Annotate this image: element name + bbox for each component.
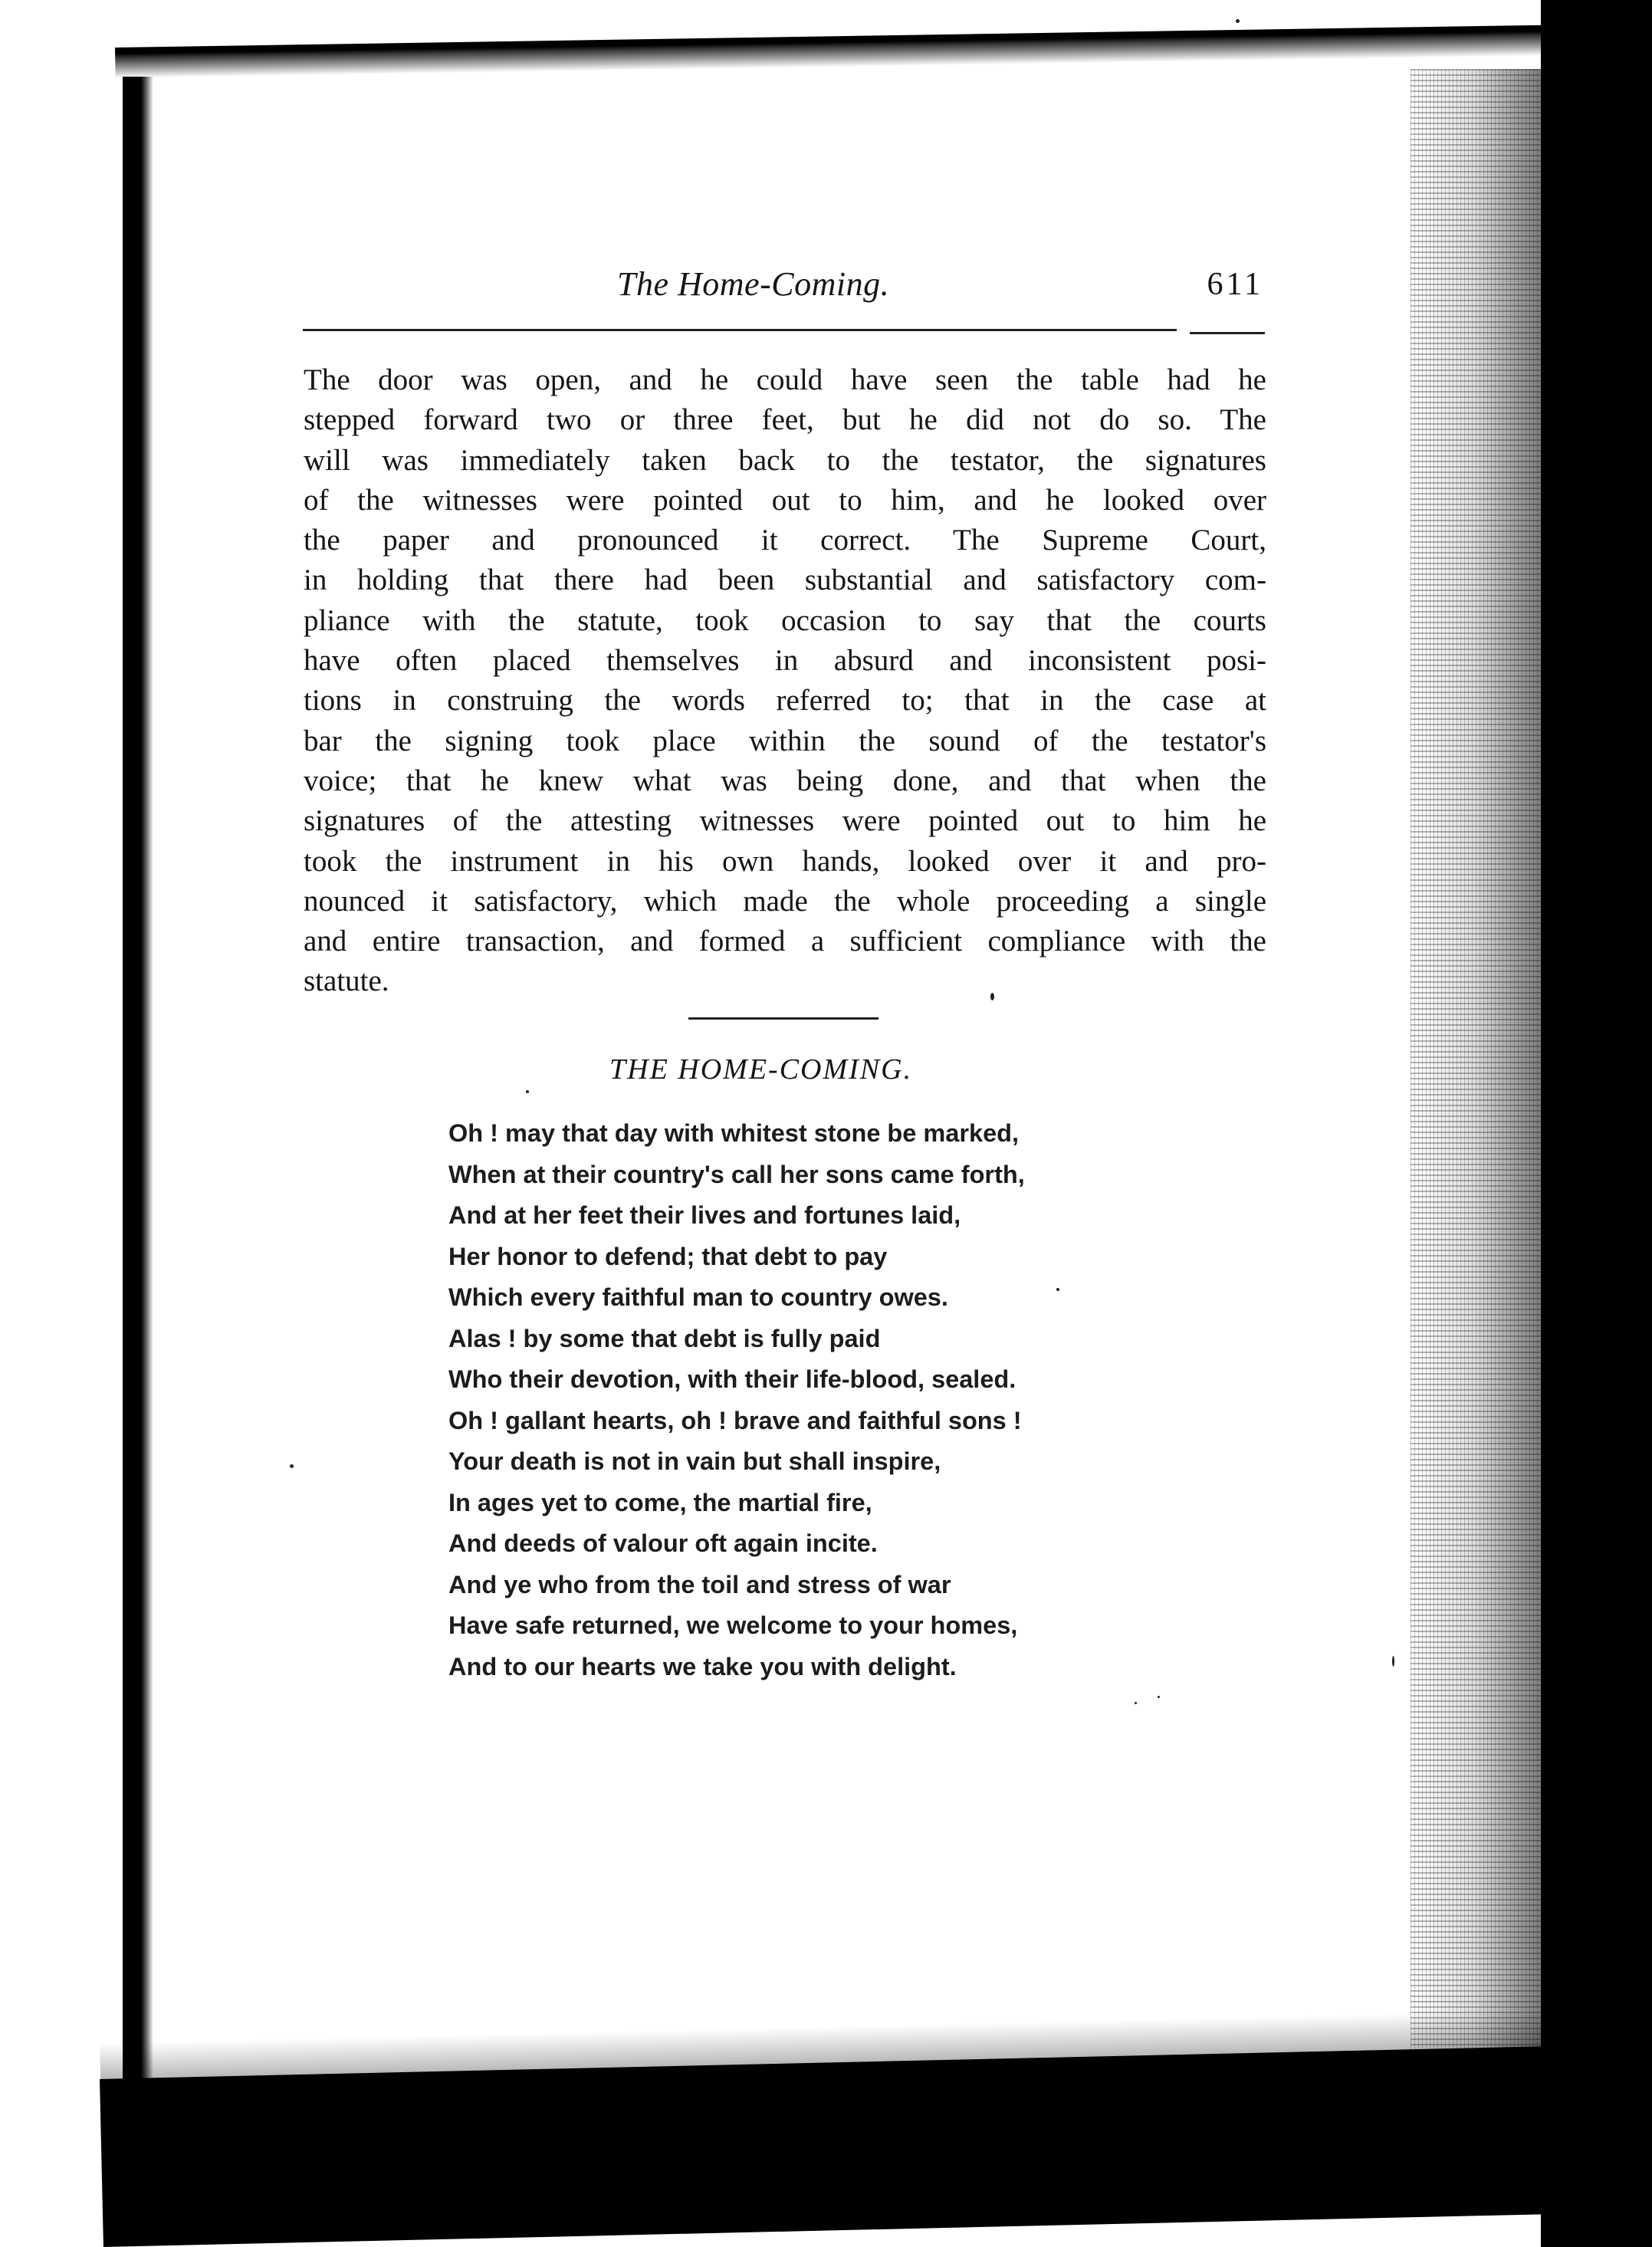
poem-line: Her honor to defend; that debt to pay bbox=[448, 1242, 888, 1270]
paragraph-line: nounced it satisfactory, which made the whole proceeding a single bbox=[304, 884, 1266, 918]
scan-speck bbox=[1135, 1702, 1137, 1704]
page-number: 611 bbox=[1207, 267, 1263, 302]
poem-line: In ages yet to come, the martial fire, bbox=[448, 1488, 872, 1516]
poem-line: And deeds of valour oft again incite. bbox=[448, 1529, 878, 1557]
poem bbox=[448, 1113, 1138, 1687]
scan-edge-top bbox=[115, 25, 1556, 78]
scan-speck bbox=[290, 1464, 294, 1468]
paragraph-line: voice; that he knew what was being done, and that when the bbox=[304, 764, 1266, 797]
poem-line: And at her feet their lives and fortunes laid, bbox=[448, 1201, 961, 1229]
section-divider bbox=[688, 1017, 879, 1020]
running-title: The Home-Coming. bbox=[617, 265, 890, 303]
body-paragraph bbox=[304, 360, 1266, 1002]
poem-line: Which every faithful man to country owes. bbox=[448, 1283, 948, 1311]
poem-line: When at their country's call her sons came forth, bbox=[448, 1160, 1025, 1188]
paragraph-line: and entire transaction, and formed a sufficient compliance with the bbox=[304, 925, 1266, 958]
paragraph-line: of the witnesses were pointed out to him, and he looked over bbox=[304, 483, 1266, 517]
paragraph-line: statute. bbox=[304, 964, 389, 998]
poem-line: And ye who from the toil and stress of war bbox=[448, 1570, 951, 1598]
poem-line: Your death is not in vain but shall inspire, bbox=[448, 1447, 941, 1475]
scan-speck bbox=[1236, 19, 1240, 23]
paragraph-line: bar the signing took place within the sound of the testator's bbox=[304, 724, 1266, 757]
poem-line: Have safe returned, we welcome to your homes, bbox=[448, 1611, 1018, 1639]
scan-edge-left bbox=[123, 77, 153, 2085]
poem-line: Who their devotion, with their life-blood, sealed. bbox=[448, 1365, 1016, 1393]
paragraph-line: will was immediately taken back to the testator, the signatures bbox=[304, 443, 1266, 477]
paragraph-line: stepped forward two or three feet, but he did not do so. The bbox=[304, 403, 1266, 437]
header-rule bbox=[303, 329, 1177, 331]
paragraph-line: have often placed themselves in absurd and inconsistent posi- bbox=[304, 644, 1266, 678]
paragraph-line: in holding that there had been substantial and satisfactory com- bbox=[304, 563, 1266, 597]
poem-line: Alas ! by some that debt is fully paid bbox=[448, 1324, 881, 1352]
scan-speck bbox=[1392, 1656, 1394, 1667]
paragraph-line: The door was open, and he could have seen the table had he bbox=[304, 363, 1266, 396]
poem-title: THE HOME-COMING. bbox=[609, 1053, 913, 1086]
poem-line: Oh ! gallant hearts, oh ! brave and faithful sons ! bbox=[448, 1406, 1022, 1434]
scan-page-edge-texture bbox=[1411, 69, 1549, 2078]
paragraph-line: tions in construing the words referred to; that in the case at bbox=[304, 684, 1266, 718]
header-rule-short bbox=[1190, 332, 1265, 334]
scan-edge-bottom bbox=[100, 2046, 1552, 2247]
poem-line: Oh ! may that day with whitest stone be marked, bbox=[448, 1119, 1020, 1147]
poem-line: And to our hearts we take you with delight. bbox=[448, 1652, 957, 1680]
paragraph-line: pliance with the statute, took occasion to say that the courts bbox=[304, 603, 1266, 637]
paragraph-line: took the instrument in his own hands, looked over it and pro- bbox=[304, 844, 1266, 878]
scan-edge-right bbox=[1541, 0, 1652, 2247]
paragraph-line: signatures of the attesting witnesses were pointed out to him he bbox=[304, 804, 1266, 838]
paragraph-line: the paper and pronounced it correct. The Supreme Court, bbox=[304, 524, 1266, 557]
scan-speck bbox=[1158, 1696, 1160, 1698]
scan-speck bbox=[526, 1090, 529, 1093]
running-head bbox=[303, 264, 1265, 310]
